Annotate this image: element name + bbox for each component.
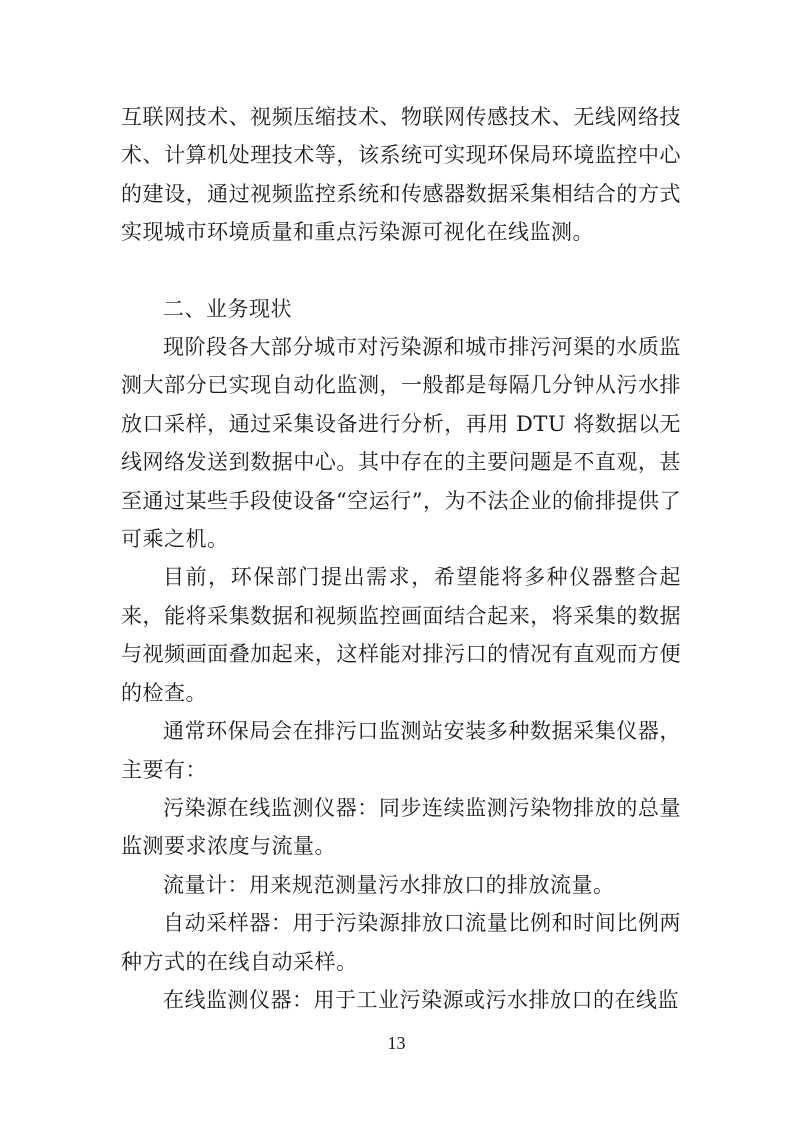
paragraph-flow-meter: 流量计：用来规范测量污水排放口的排放流量。 [163, 872, 615, 897]
paragraph-requirements: 目前，环保部门提出需求，希望能将多种仪器整合起来，能将采集数据和视频监控画面结合起来，将采集的数据与视频画面叠加起来，这样能对排污口的情况有直观而方便的检查。 [121, 565, 681, 705]
paragraph-current-status: 现阶段各大部分城市对污染源和城市排污河渠的水质监测大部分已实现自动化监测，一般都是每隔几分钟从污水排放口采样，通过采集设备进行分析，再用 DTU 将数据以无线网络发送到数据中心。其中存在的主要问题是不直观，甚至通过某些手段使设备“空运行”，为不法企业的偷排提供了可乘之机。 [121, 335, 681, 552]
paragraph-pollution-monitor: 污染源在线监测仪器：同步连续监测污染物排放的总量监测要求浓度与流量。 [121, 795, 681, 859]
section-spacer [121, 252, 681, 290]
paragraph-auto-sampler: 自动采样器：用于污染源排放口流量比例和时间比例两种方式的在线自动采样。 [121, 911, 681, 974]
document-body [121, 98, 681, 1019]
page-number: 13 [387, 1033, 406, 1053]
paragraph-intro-continuation: 互联网技术、视频压缩技术、物联网传感技术、无线网络技术、计算机处理技术等，该系统可实现环保局环境监控中心的建设，通过视频监控系统和传感器数据采集相结合的方式实现城市环境质量和重点污染源可视化在线监测。 [121, 105, 681, 245]
paragraph-online-monitor: 在线监测仪器：用于工业污染源或污水排放口的在线监 [163, 987, 679, 1012]
section-heading-business-status: 二、业务现状 [163, 296, 292, 321]
paragraph-instruments-intro: 通常环保局会在排污口监测站安装多种数据采集仪器，主要有： [121, 719, 681, 782]
